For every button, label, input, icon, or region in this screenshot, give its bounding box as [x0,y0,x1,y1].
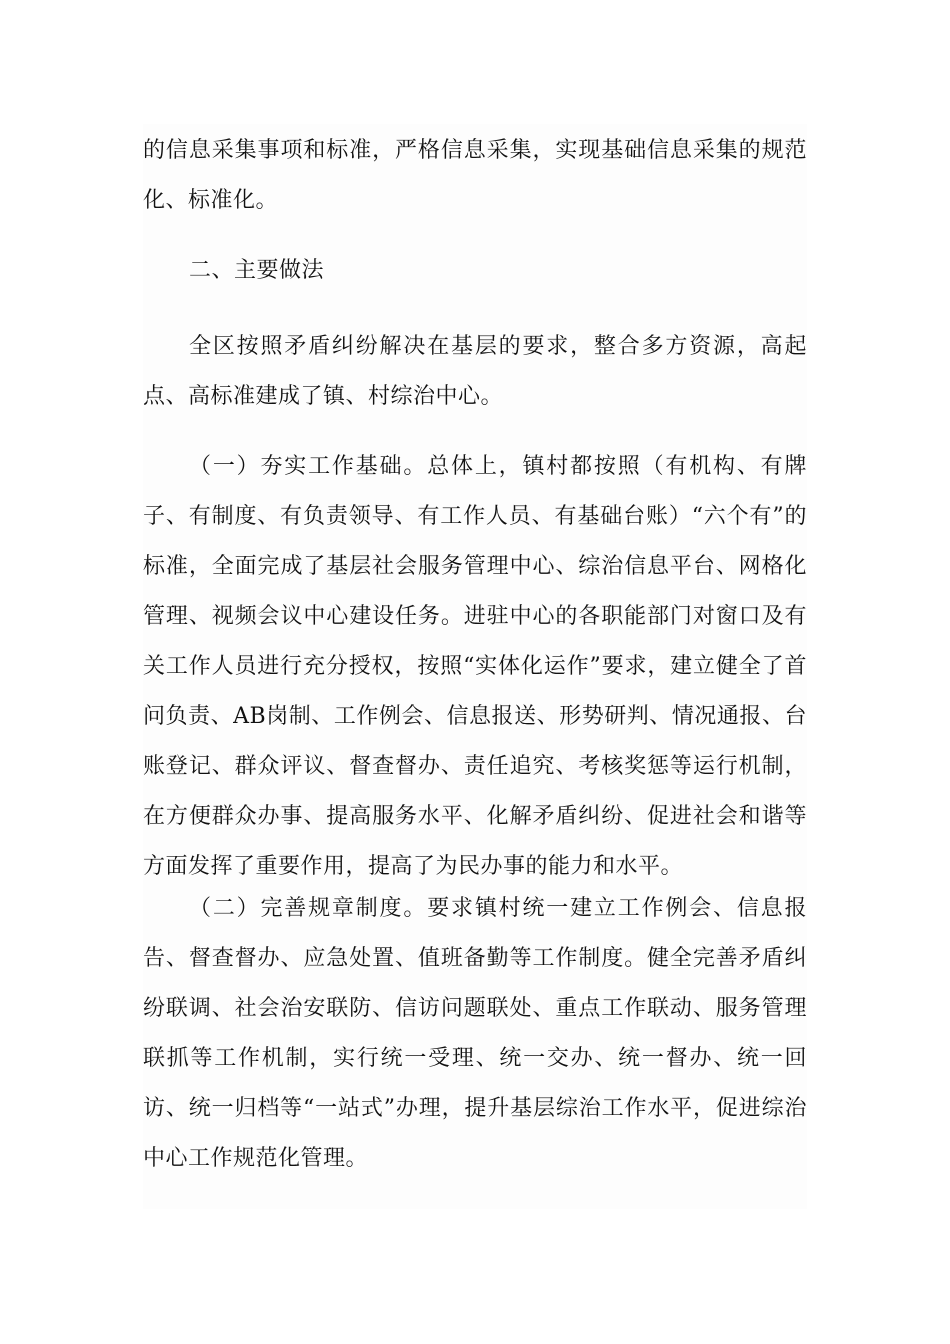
paragraph-intro: 全区按照矛盾纠纷解决在基层的要求，整合多方资源，高起点、高标准建成了镇、村综治中心。 [143,334,807,409]
paragraph-subsection-1: （一）夯实工作基础。总体上，镇村都按照（有机构、有牌子、有制度、有负责领导、有工作人员、有基础台账）“六个有”的标准，全面完成了基层社会服务管理中心、综治信息平台、网格化管理、视频会议中心建设任务。进驻中心的各职能部门对窗口及有关工作人员进行充分授权，按照“实体化运作”要求，建立健全了首问负责、AB岗制、工作例会、信息报送、形势研判、情况通报、台账登记、群众评议、督查督办、责任追究、考核奖惩等运行机制，在方便群众办事、提高服务水平、化解矛盾纠纷、促进社会和谐等方面发挥了重要作用，提高了为民办事的能力和水平。 [143,454,807,879]
paragraph-continuation: 的信息采集事项和标准，严格信息采集，实现基础信息采集的规范化、标准化。 [143,138,807,213]
section-heading: 二、主要做法 [189,258,325,283]
document-page [143,124,807,1209]
paragraph-subsection-2: （二）完善规章制度。要求镇村统一建立工作例会、信息报告、督查督办、应急处置、值班备勤等工作制度。健全完善矛盾纠纷联调、社会治安联防、信访问题联处、重点工作联动、服务管理联抓等工作机制，实行统一受理、统一交办、统一督办、统一回访、统一归档等“一站式”办理，提升基层综治工作水平，促进综治中心工作规范化管理。 [143,896,807,1171]
